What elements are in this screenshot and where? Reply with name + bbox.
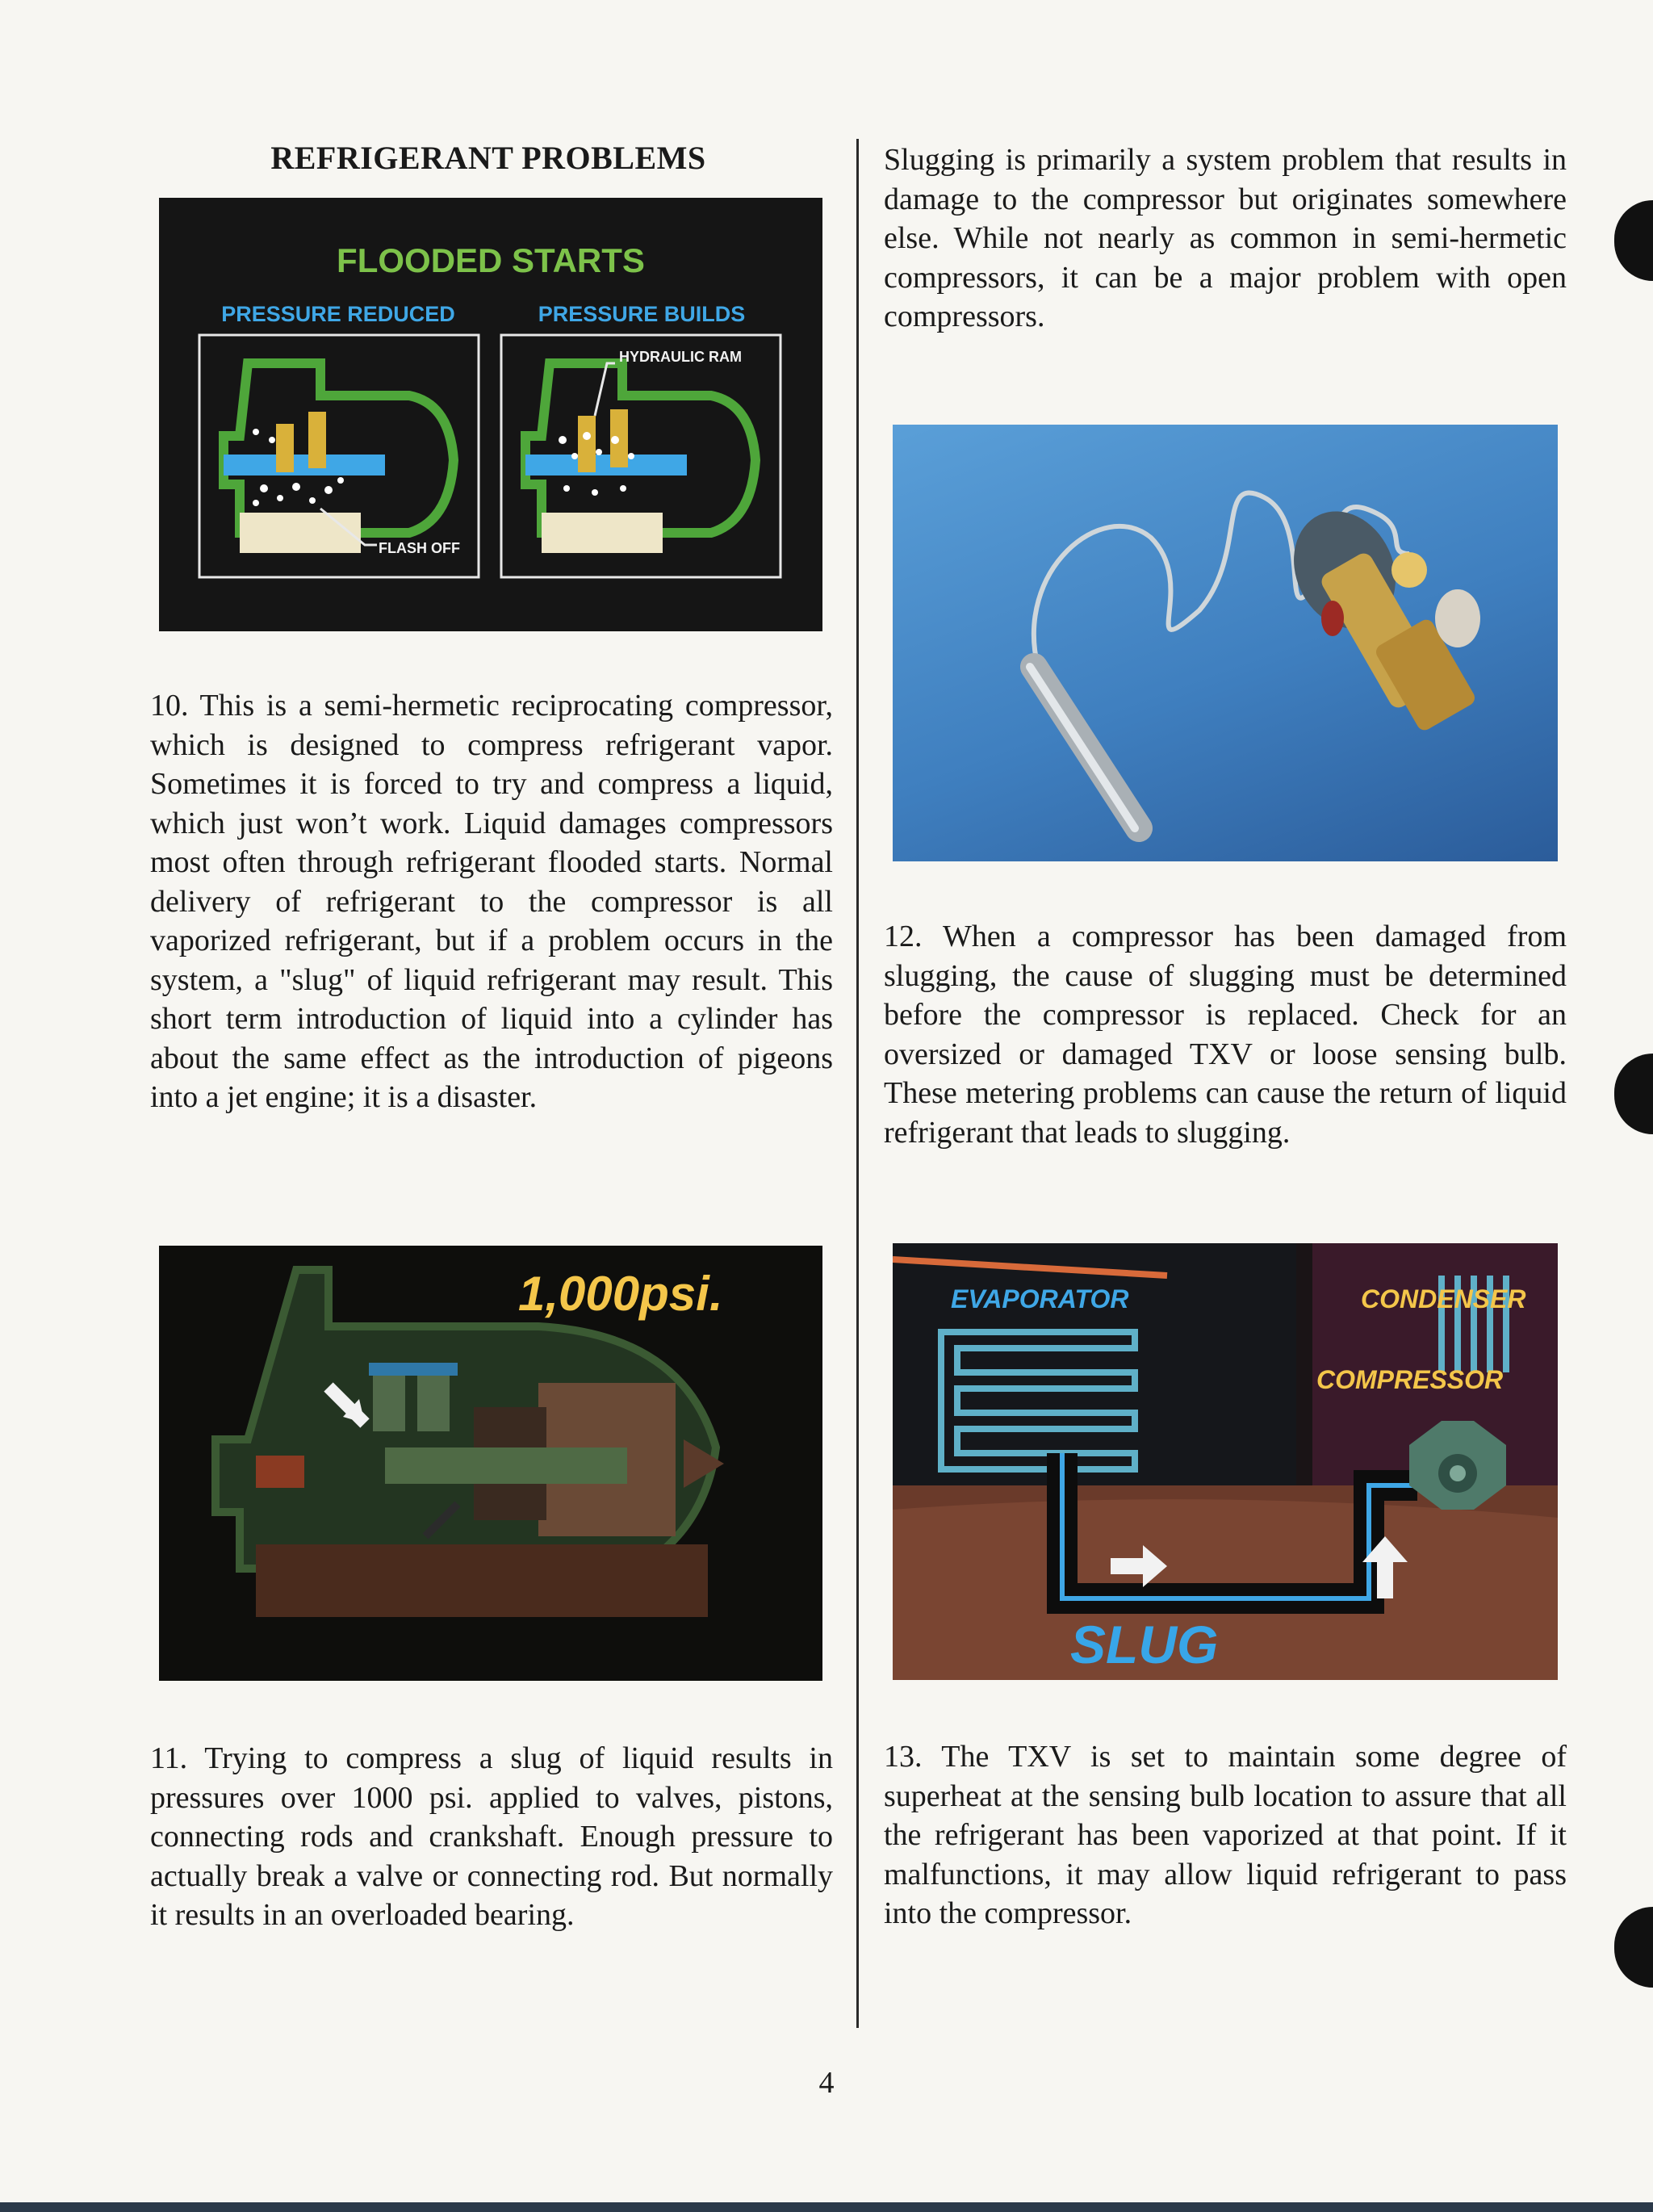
paragraph-13: 13. The TXV is set to maintain some degree of superheat at the sensing bulb location to assure that all the refrigerant has been vaporized at that point. If it malfunctions, it may allow liquid refrigerant to pass into the compressor. (884, 1740, 1567, 1930)
txv-valve-body (1275, 495, 1480, 733)
compressor-label: COMPRESSOR (1316, 1365, 1504, 1394)
sensing-bulb (1030, 667, 1139, 828)
paragraph-12: 12. When a compressor has been damaged from slugging, the cause of slugging must be determined before the compressor is replaced. Check for an oversized or damaged TXV or loose sensing bulb. These metering problems can cause the return of liquid refrigerant that leads to slugging. (884, 920, 1567, 1150)
pressure-reduced-label: PRESSURE REDUCED (221, 302, 455, 326)
condenser-label: CONDENSER (1361, 1284, 1526, 1313)
page-number: 4 (818, 2066, 835, 2100)
section-heading: REFRIGERANT PROBLEMS (270, 140, 706, 176)
binder-hole-top (1614, 200, 1653, 281)
compressor-cutaway (216, 1270, 724, 1617)
slug-system-figure (893, 1243, 1558, 1680)
column-divider (856, 139, 859, 2028)
binder-hole-bottom (1614, 1907, 1653, 1988)
psi-cutaway-diagram (159, 1246, 822, 1681)
left-compressor-cutaway (224, 363, 454, 553)
slugging-intro-paragraph: Slugging is primarily a system problem that results in damage to the compressor but originates somewhere else. While not nearly as common in semi-hermetic compressors, it can be a major problem with open compressors. (884, 143, 1567, 333)
txv-valve-photo (893, 425, 1558, 861)
pressure-builds-label: PRESSURE BUILDS (538, 302, 746, 326)
flash-off-callout: FLASH OFF (379, 540, 460, 556)
evaporator-label: EVAPORATOR (951, 1284, 1129, 1313)
pressure-value-label: 1,000psi. (518, 1267, 723, 1321)
slug-label: SLUG (1070, 1615, 1219, 1674)
paragraph-11: 11. Trying to compress a slug of liquid results in pressures over 1000 psi. applied to valves, pistons, connecting rods and crankshaft. Enough pressure to actually break a valve or connecting rod. But normally it results in an overloaded bearing. (150, 1741, 833, 1932)
slug-system-diagram (893, 1243, 1558, 1680)
right-compressor-cutaway (525, 363, 755, 553)
flooded-starts-diagram (159, 198, 822, 631)
hydraulic-ram-callout: HYDRAULIC RAM (619, 349, 742, 365)
paragraph-10: 10. This is a semi-hermetic reciprocating compressor, which is designed to compress refrigerant vapor. Sometimes it is forced to try and compress a liquid, which just won’t work. Liquid damages compressors most often through refrigerant flooded starts. Normal delivery of refrigerant to the compressor is all vaporized refrigerant, but if a problem occurs in the system, a "slug" of liquid refrigerant may result. This short term introduction of liquid into a cylinder has about the same effect as the introduction of pigeons into a jet engine; it is a disaster. (150, 689, 833, 1114)
psi-cutaway-figure (159, 1246, 822, 1681)
page-bottom-edge (0, 2202, 1653, 2212)
compressor-unit (1409, 1421, 1506, 1510)
txv-valve-illustration (893, 425, 1558, 861)
binder-hole-middle (1614, 1054, 1653, 1134)
flooded-starts-figure (159, 198, 822, 631)
flooded-starts-title: FLOODED STARTS (337, 241, 645, 279)
